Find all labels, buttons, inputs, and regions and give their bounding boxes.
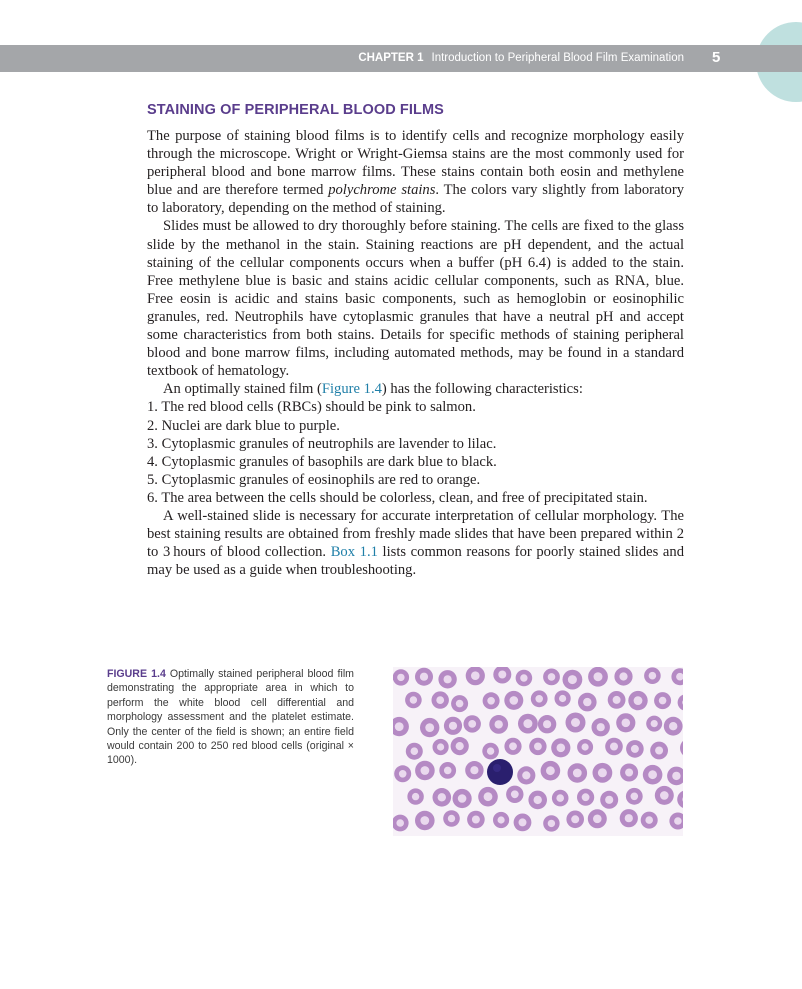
rbc-central-pallor <box>543 720 551 728</box>
list-item: 5. Cytoplasmic granules of eosinophils are red to orange. <box>147 471 481 488</box>
rbc-central-pallor <box>487 697 495 705</box>
rbc-central-pallor <box>625 769 633 777</box>
rbc-central-pallor <box>458 794 467 803</box>
rbc-central-pallor <box>598 768 607 777</box>
list-item: 3. Cytoplasmic granules of neutrophils are lavender to lilac. <box>147 435 497 452</box>
rbc-central-pallor <box>411 747 419 755</box>
rbc-central-pallor <box>645 816 653 824</box>
rbc-central-pallor <box>511 790 519 798</box>
rbc-central-pallor <box>495 720 503 728</box>
rbc-central-pallor <box>648 770 657 779</box>
rbc-central-pallor <box>651 720 658 727</box>
rbc-central-pallor <box>634 696 643 705</box>
rbc-central-pallor <box>655 747 663 755</box>
rbc-central-pallor <box>420 816 429 825</box>
list-item: 6. The area between the cells should be colorless, clean, and free of precipitated stain. <box>147 489 648 506</box>
body-text <box>147 127 684 579</box>
rbc-central-pallor <box>660 791 669 800</box>
paragraph-3: An optimally stained film (Figure 1.4) has the following characteristics: <box>163 381 583 398</box>
rbc-central-pallor <box>509 742 517 750</box>
rbc-central-pallor <box>582 793 590 801</box>
rbc-central-pallor <box>534 743 542 751</box>
rbc-central-pallor <box>556 794 564 802</box>
rbc-central-pallor <box>498 816 505 823</box>
rbc-central-pallor <box>523 719 532 728</box>
rbc-central-pallor <box>534 796 542 804</box>
list-item: 4. Cytoplasmic granules of basophils are dark blue to black. <box>147 453 497 470</box>
rbc-central-pallor <box>421 766 430 775</box>
rbc-central-pallor <box>597 723 605 731</box>
rbc-central-pallor <box>498 671 506 679</box>
lymphocyte <box>487 759 513 785</box>
rbc-central-pallor <box>456 742 464 750</box>
rbc-central-pallor <box>471 671 480 680</box>
rbc-central-pallor <box>510 696 519 705</box>
rbc-central-pallor <box>535 695 543 703</box>
page-number: 5 <box>712 49 721 66</box>
blood-film-micrograph <box>393 667 683 836</box>
paragraph-2: Slides must be allowed to dry thoroughly before staining. The cells are fixed to the glass slide by the methanol in the stain. Staining reactions are pH dependent, and the actual staining of the cellular components occurs when a buffer (pH 6.4) is added to the stain. Free methylene blue is basic and stains acidic cellular components, such as RNA, blue. Free eosin is acidic and stains basic components, such as hemoglobin or eosinophilic granules, red. Neutrophils have cytoplasmic granules that have a neutral pH and accept some characteristics from both stains. Details for specific methods of staining peripheral blood and bone marrow films, including automated methods, may be found in a standard textbook of hematology. <box>147 218 684 380</box>
running-header <box>358 52 684 64</box>
rbc-central-pallor <box>396 819 404 827</box>
rbc-central-pallor <box>557 744 566 753</box>
rbc-central-pallor <box>484 792 493 801</box>
rbc-central-pallor <box>571 718 580 727</box>
rbc-central-pallor <box>593 815 602 824</box>
chapter-title: Introduction to Peripheral Blood Film Examination <box>431 52 684 64</box>
rbc-central-pallor <box>395 722 404 731</box>
rbc-central-pallor <box>470 766 478 774</box>
paragraph-1: The purpose of staining blood films is to identify cells and recognize morphology easily through the microscope. Wright or Wright-Giemsa stains are the most commonly used for peripheral blood and bone marrow films. These stains contain both eosin and methylene blue and are therefore termed polychrome stains. The colors vary slightly from laboratory to laboratory, depending on the method of staining. <box>147 128 685 217</box>
figure-caption-text: Optimally stained peripheral blood film demonstrating the appropriate area in which to perform the white blood cell differential and morphology assessment and the platelet estimate. Only the center of the field is shown; an entire field would contain 200 to 250 red blood cells (original × 1000). <box>107 668 354 767</box>
polychrome-term: polychrome stains <box>328 182 436 199</box>
rbc-central-pallor <box>456 700 464 708</box>
rbc-central-pallor <box>631 745 639 753</box>
rbc-central-pallor <box>425 723 434 732</box>
chapter-label: CHAPTER 1 <box>358 52 424 64</box>
rbc-central-pallor <box>449 722 457 730</box>
rbc-central-pallor <box>420 673 428 681</box>
rbc-central-pallor <box>487 747 494 754</box>
rbc-central-pallor <box>436 696 444 704</box>
list-item: 1. The red blood cells (RBCs) should be pink to salmon. <box>147 399 476 416</box>
rbc-central-pallor <box>546 766 555 775</box>
rbc-central-pallor <box>605 796 613 804</box>
rbc-central-pallor <box>548 820 555 827</box>
rbc-central-pallor <box>468 720 476 728</box>
characteristics-list <box>147 398 684 507</box>
rbc-central-pallor <box>619 672 627 680</box>
rbc-central-pallor <box>659 697 667 705</box>
rbc-central-pallor <box>613 696 621 704</box>
figure-caption <box>107 667 354 768</box>
rbc-central-pallor <box>625 814 633 822</box>
rbc-central-pallor <box>472 816 480 824</box>
rbc-central-pallor <box>582 743 589 750</box>
rbc-central-pallor <box>448 815 455 822</box>
rbc-central-pallor <box>438 793 446 801</box>
rbc-central-pallor <box>548 673 556 681</box>
rbc-central-pallor <box>559 695 566 702</box>
rbc-central-pallor <box>594 672 603 681</box>
figure-label: FIGURE 1.4 <box>107 668 166 680</box>
box-1-1-link[interactable]: Box 1.1 <box>330 544 378 561</box>
rbc-central-pallor <box>672 772 680 780</box>
rbc-central-pallor <box>674 817 682 825</box>
rbc-central-pallor <box>519 818 527 826</box>
rbc-central-pallor <box>610 743 618 751</box>
rbc-central-pallor <box>397 674 404 681</box>
rbc-central-pallor <box>573 769 582 778</box>
rbc-central-pallor <box>412 793 419 800</box>
rbc-central-pallor <box>631 793 639 801</box>
section-heading: STAINING OF PERIPHERAL BLOOD FILMS <box>147 102 444 118</box>
rbc-central-pallor <box>622 719 631 728</box>
rbc-central-pallor <box>568 675 577 684</box>
rbc-central-pallor <box>571 815 579 823</box>
rbc-central-pallor <box>522 771 530 779</box>
rbc-central-pallor <box>437 743 444 750</box>
list-item: 2. Nuclei are dark blue to purple. <box>147 417 340 434</box>
rbc-central-pallor <box>399 770 407 778</box>
rbc-central-pallor <box>410 696 417 703</box>
figure-1-4-link[interactable]: Figure 1.4 <box>321 381 382 398</box>
rbc-central-pallor <box>669 722 677 730</box>
rbc-central-pallor <box>649 672 657 680</box>
rbc-central-pallor <box>444 767 452 775</box>
paragraph-4: A well-stained slide is necessary for accurate interpretation of cellular morphology. The best staining results are obtained from freshly made slides that have been prepared within 2 to 3 hours of blood collection. Box 1.1 lists common reasons for poorly stained slides and may be used as a guide when troubleshooting. <box>147 507 684 579</box>
rbc-central-pallor <box>520 674 527 681</box>
rbc-central-pallor <box>444 675 452 683</box>
rbc-central-pallor <box>583 698 591 706</box>
